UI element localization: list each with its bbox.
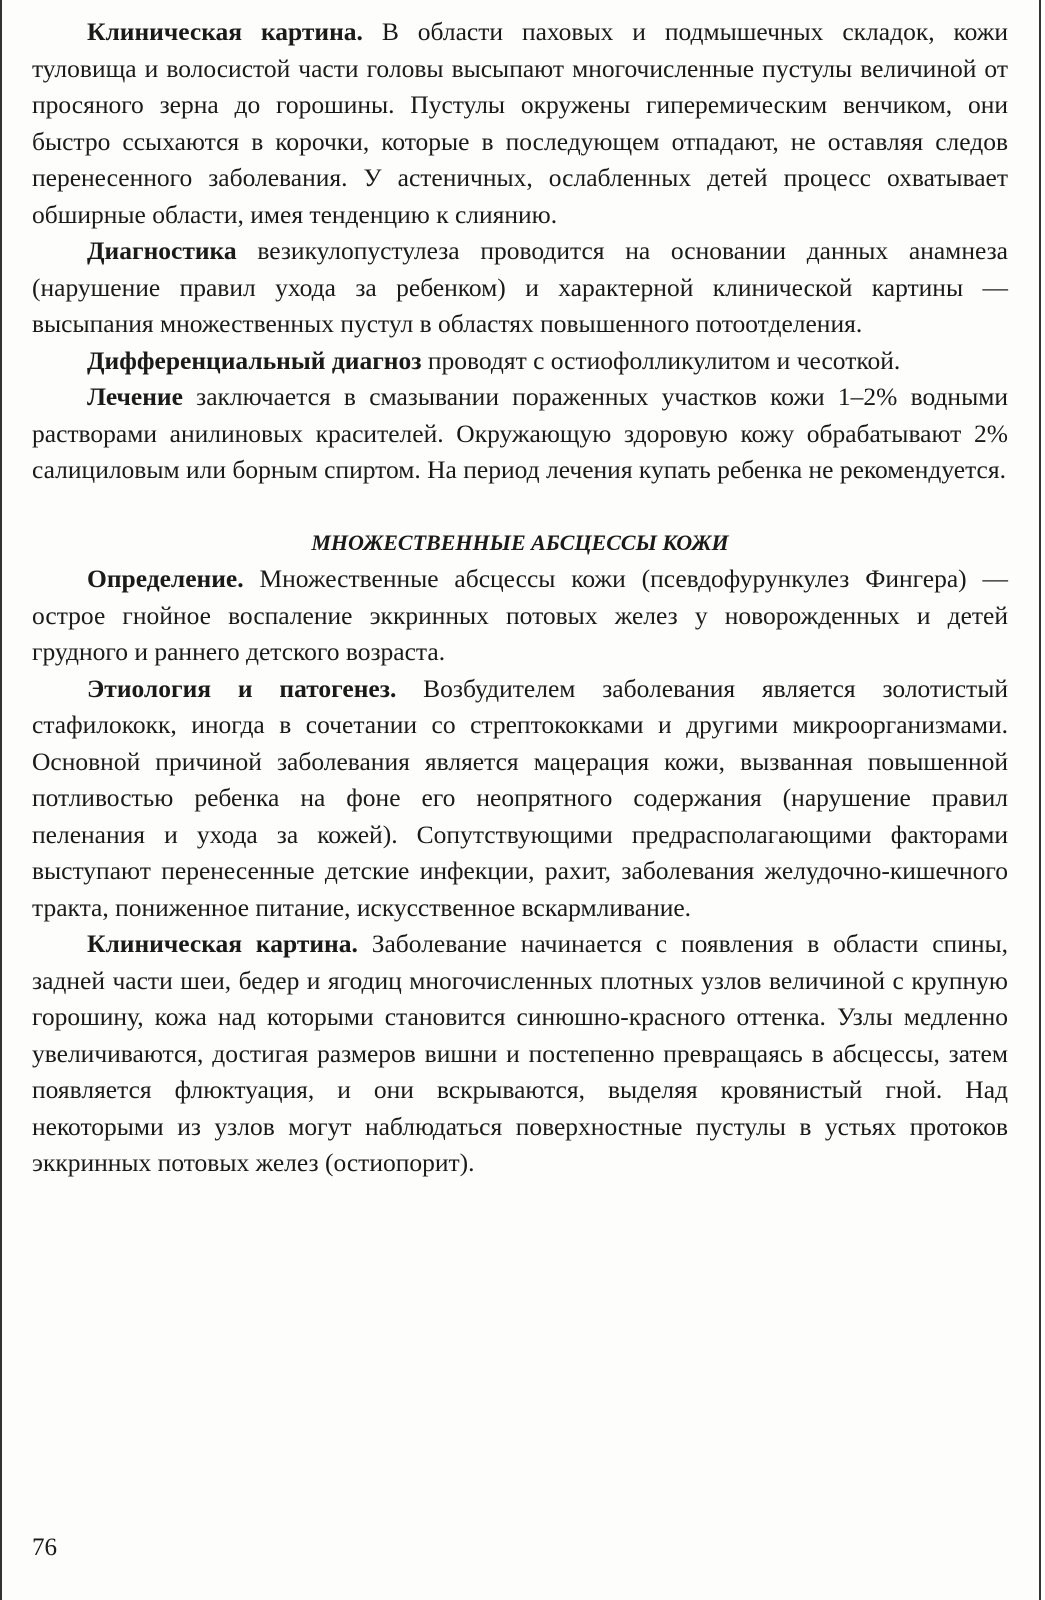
paragraph-text: Множественные абсцессы кожи (псевдофурункулез Фингера) — острое гнойное воспаление эккринных потовых желез у новорожденных и детей грудного и раннего детского возраста. (32, 564, 1008, 666)
section-spacer (32, 489, 1008, 525)
page-number: 76 (32, 1534, 57, 1561)
paragraph-treatment (32, 379, 1008, 489)
page-content (32, 14, 1008, 1182)
paragraph-text: В области паховых и подмышечных складок, кожи туловища и волосистой части головы высыпают многочисленные пустулы величиной от просяного зерна до горошины. Пустулы окружены гиперемическим венчиком, они быстро ссыхаются в корочки, которые в последующем отпадают, не оставляя следов перенесенного заболевания. У астеничных, ослабленных детей процесс охватывает обширные области, имея тенденцию к слиянию. (32, 17, 1008, 229)
paragraph-text: проводят с остиофолликулитом и чесоткой. (421, 345, 901, 375)
paragraph-etiology (32, 671, 1008, 927)
paragraph-text: Возбудителем заболевания является золотистый стафилококк, иногда в сочетании со стрептококками и другими микроорганизмами. Основной причиной заболевания является мацерация кожи, вызванная повышенной потливостью ребенка на фоне его неопрятного содержания (нарушение правил пеленания и ухода за кожей). Сопутствующими предрасполагающими факторами выступают перенесенные детские инфекции, рахит, заболевания желудочно-кишечного тракта, пониженное питание, искусственное вскармливание. (32, 673, 1008, 922)
paragraph-lead: Клиническая картина. (87, 929, 358, 958)
paragraph-clinical-picture (32, 14, 1008, 233)
paragraph-definition (32, 561, 1008, 671)
paragraph-lead: Этиология и патогенез. (87, 673, 397, 703)
paragraph-diagnostics (32, 233, 1008, 343)
paragraph-differential-diagnosis (32, 343, 1008, 380)
paragraph-text: Заболевание начинается с появления в области спины, задней части шеи, бедер и ягодиц многочисленных плотных узлов величиной с крупную горошину, кожа над которыми становится синюшно-красного оттенка. Узлы медленно увеличиваются, достигая размеров вишни и постепенно превращаясь в абсцессы, затем появляется флюктуация, и они вскрываются, выделяя кровянистый гной. Над некоторыми из узлов могут наблюдаться поверхностные пустулы в устьях протоков эккринных потовых желез (остиопорит). (32, 929, 1008, 1177)
paragraph-text: везикулопустулеза проводится на основании данных анамнеза (нарушение правил ухода за ребенком) и характерной клинической картины — высыпания множественных пустул в областях повышенного потоотделения. (32, 236, 1008, 338)
section-title: МНОЖЕСТВЕННЫЕ АБСЦЕССЫ КОЖИ (311, 529, 729, 555)
paragraph-lead: Лечение (87, 382, 183, 411)
paragraph-clinical-picture-2 (32, 926, 1008, 1182)
paragraph-lead: Определение. (87, 564, 244, 593)
paragraph-lead: Клиническая картина. (87, 17, 363, 46)
paragraph-text: заключается в смазывании пораженных участков кожи 1–2% водными растворами анилиновых красителей. Окружающую здоровую кожу обрабатывают 2% салициловым или борным спиртом. На период лечения купать ребенка не рекомендуется. (32, 382, 1008, 484)
paragraph-lead: Дифференциальный диагноз (87, 345, 422, 375)
paragraph-lead: Диагностика (87, 236, 237, 265)
